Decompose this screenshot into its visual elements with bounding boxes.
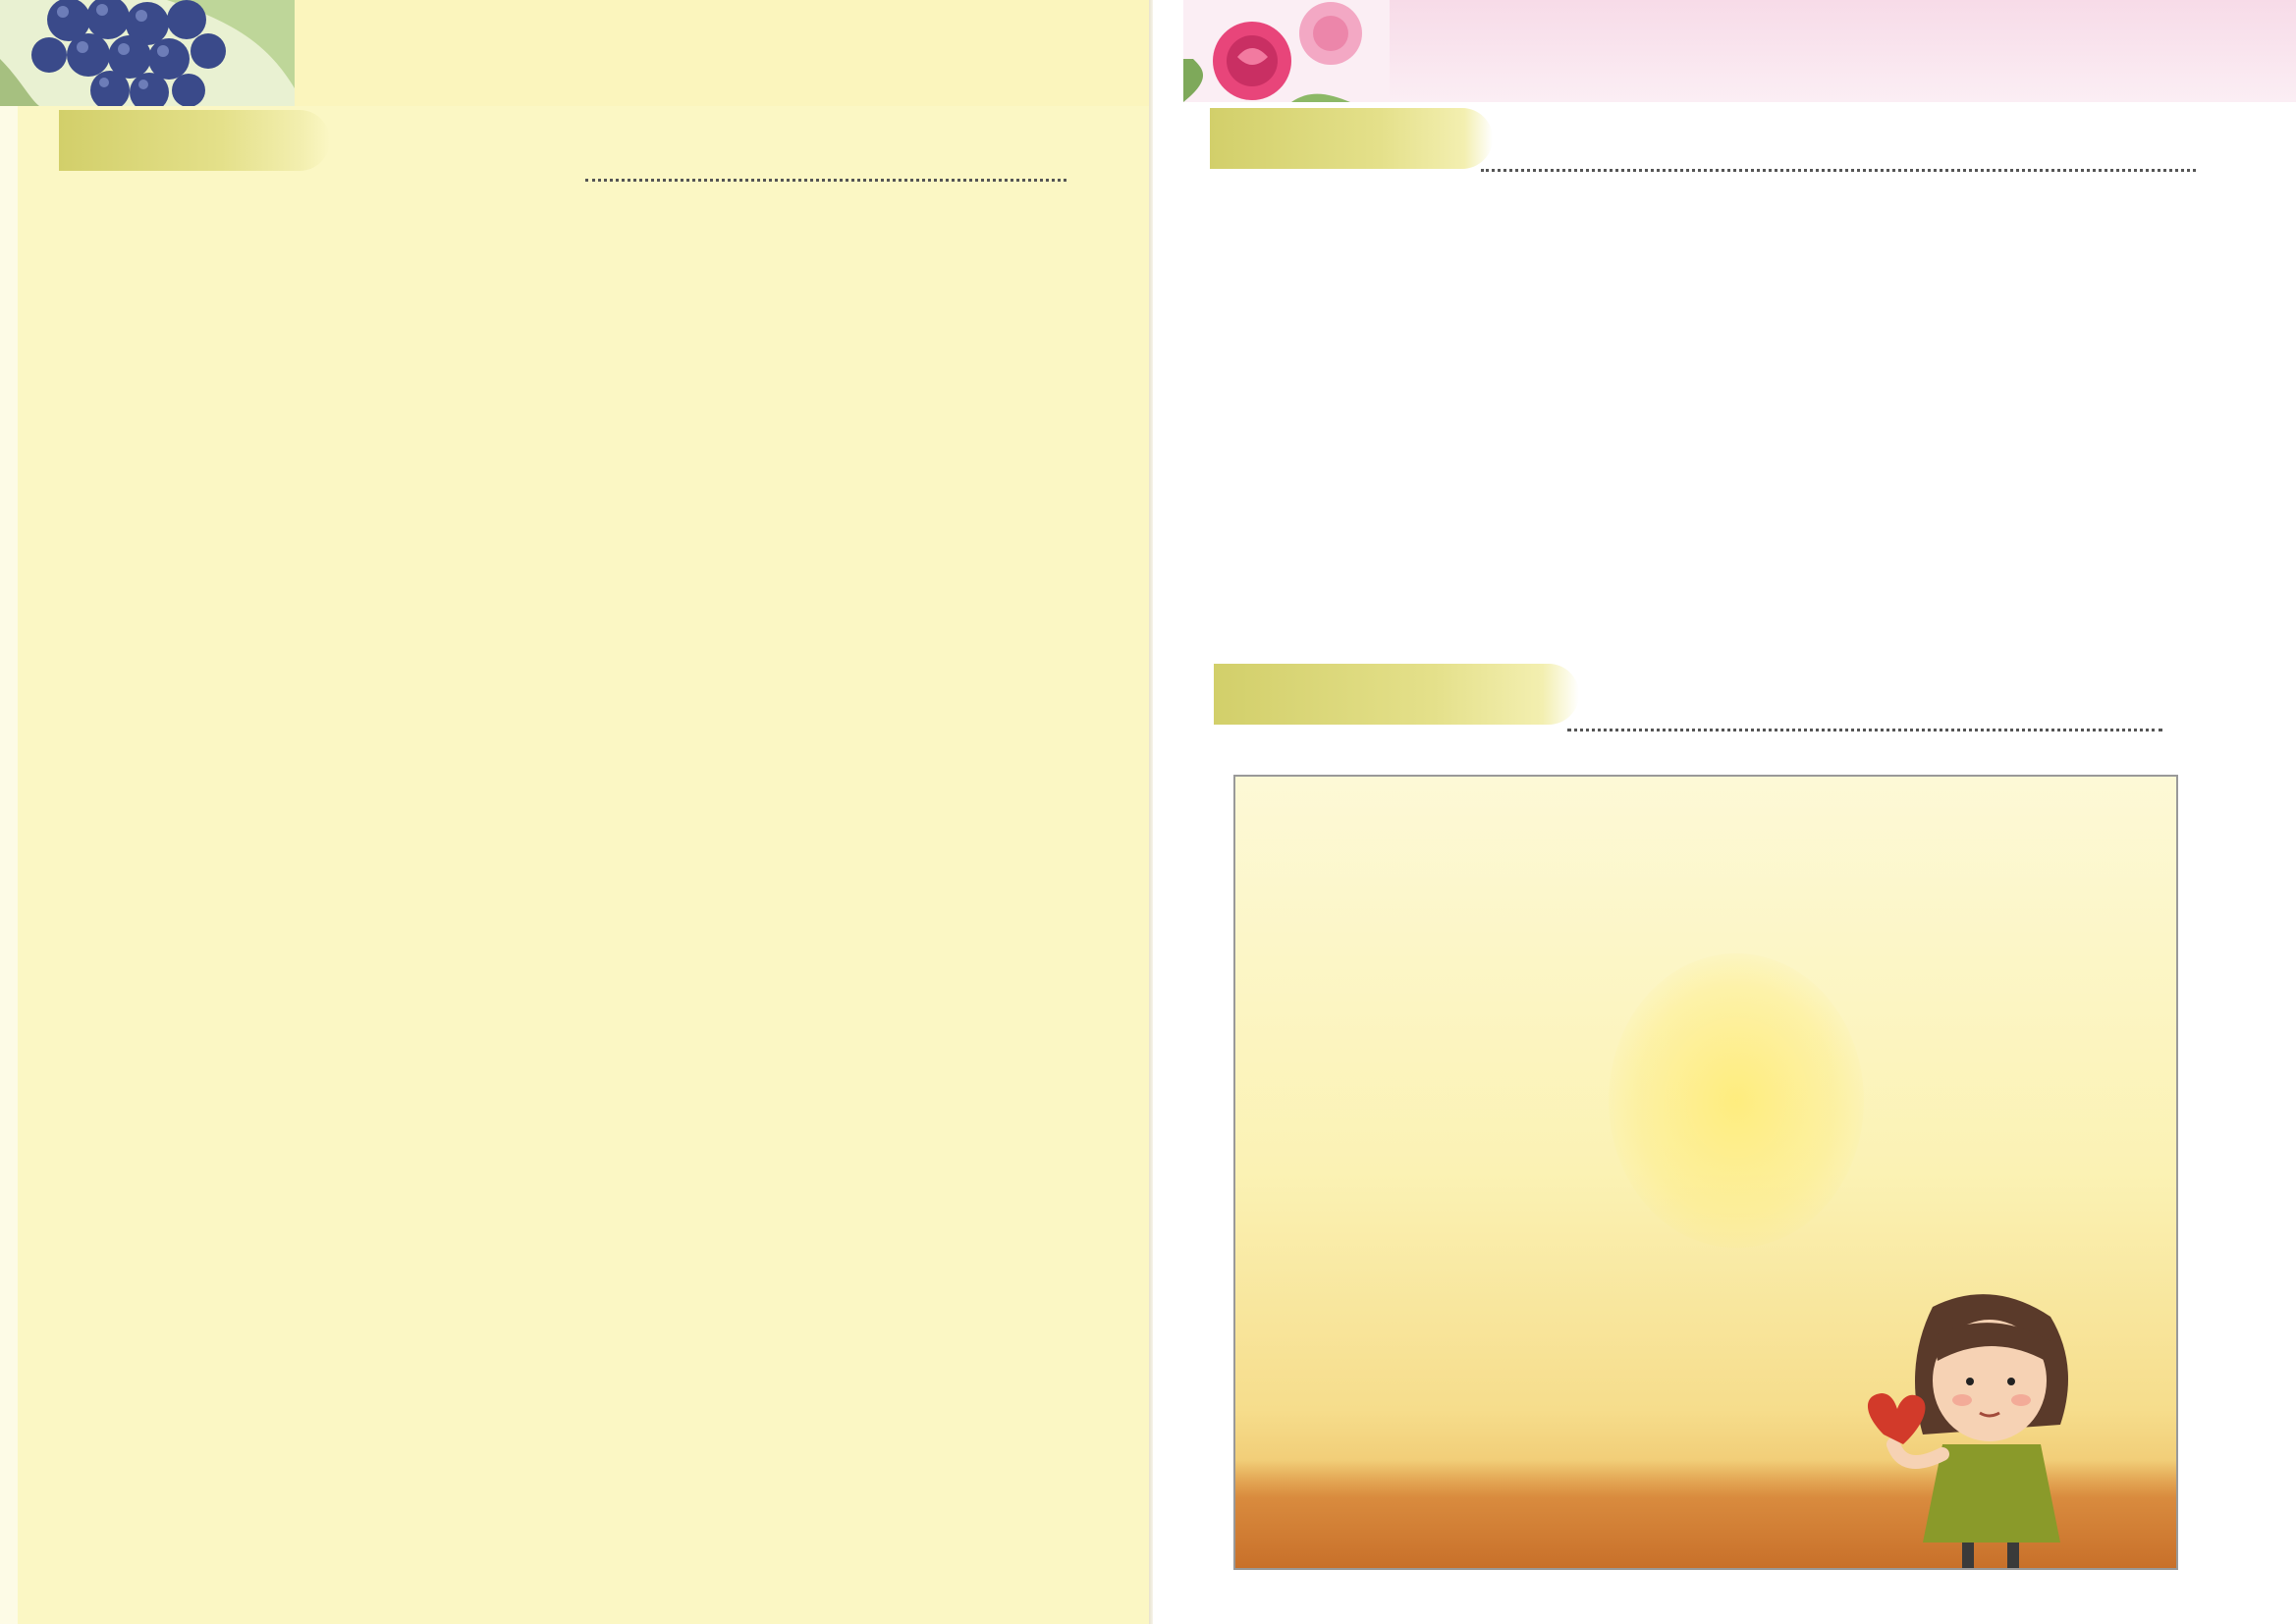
left-paper — [18, 106, 1149, 1624]
motto-band — [290, 0, 1151, 106]
title-band — [59, 110, 330, 171]
afternoon-title-band — [1210, 108, 1493, 169]
light-glow — [1609, 953, 1864, 1248]
roses-image — [1183, 0, 1390, 102]
afternoon-dotline — [1481, 169, 2196, 172]
title-dotline — [585, 179, 1066, 182]
church-motto — [422, 63, 440, 91]
page-fold — [1149, 0, 1153, 1624]
grapes-image — [0, 0, 295, 106]
prayer-card — [1233, 775, 2178, 1570]
prayer-title-band — [1214, 664, 1579, 725]
prayer-dotline — [1567, 729, 2162, 731]
girl-with-heart-illustration — [1864, 1287, 2109, 1570]
vision-band — [1380, 0, 2296, 102]
